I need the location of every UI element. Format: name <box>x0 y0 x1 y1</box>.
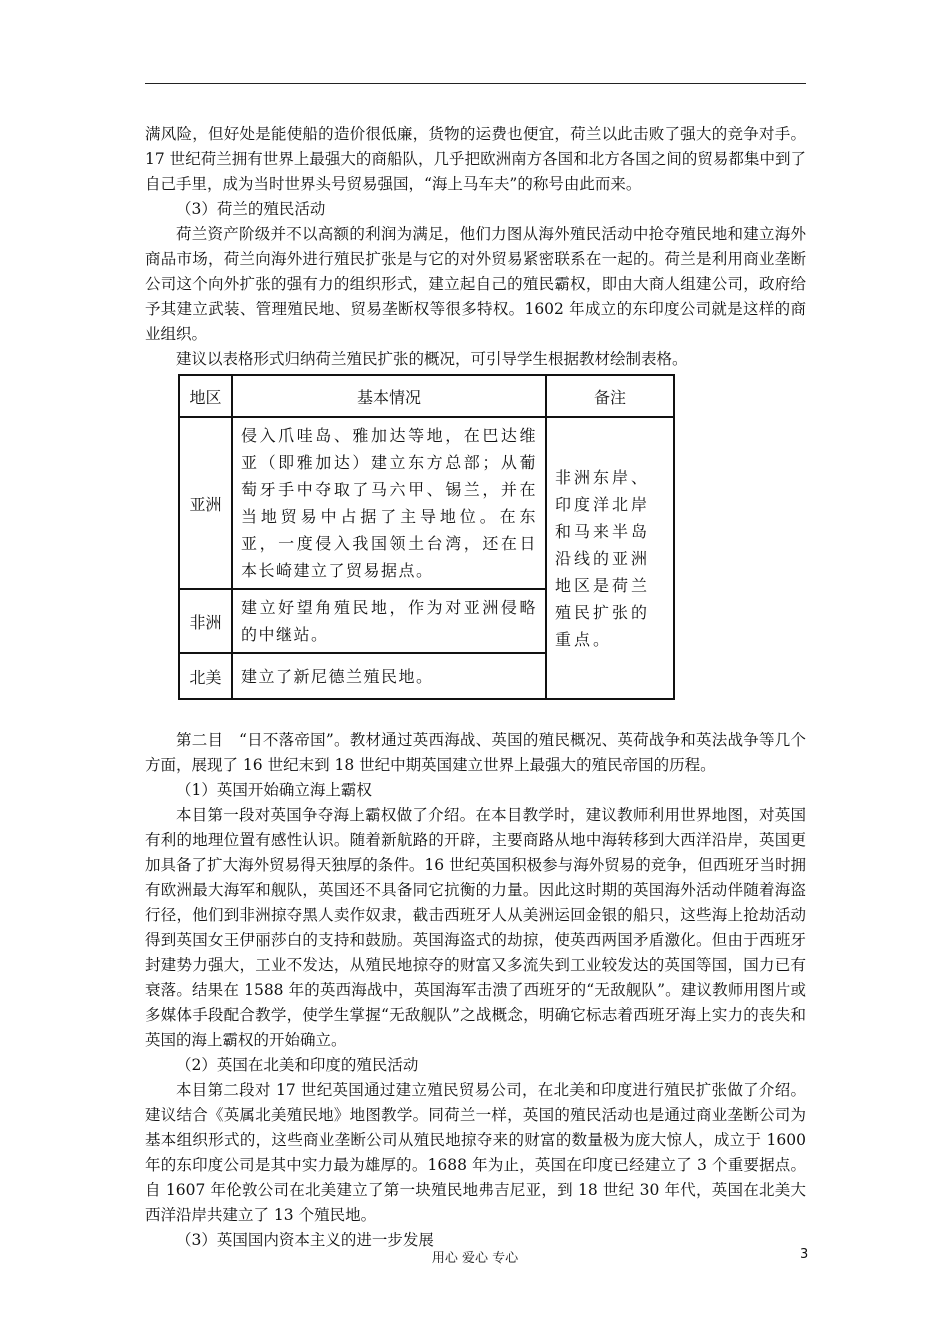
region-cell: 非洲 <box>179 589 232 653</box>
header-rule <box>145 83 806 84</box>
paragraph-section-two: 第二目 “日不落帝国”。教材通过英西海战、英国的殖民概况、英荷战争和英法战争等几个方面，展现了 16 世纪末到 18 世纪中期英国建立世界上最强大的殖民帝国的历程。 <box>145 731 806 774</box>
heading-north-america-india: （2）英国在北美和印度的殖民活动 <box>176 1056 419 1074</box>
paragraph-dutch-colonial: 荷兰资产阶级并不以高额的利润为满足，他们力图从海外殖民活动中抢夺殖民地和建立海外商品市场，荷兰向海外进行殖民扩张是与它的对外贸易紧密联系在一起的。荷兰是利用商业垄断公司这个向外扩张的强有力的组织形式，建立起自己的殖民霸权，即由大商人组建公司，政府给予其建立武装、管理殖民地、贸易垄断权等很多特权。1602 年成立的东印度公司就是这样的商业组织。 <box>145 225 806 343</box>
header-note: 备注 <box>546 375 674 417</box>
note-cell: 非洲东岸、印度洋北岸和马来半岛沿线的亚洲地区是荷兰殖民扩张的重点。 <box>546 417 674 699</box>
colonial-table-wrapper <box>178 374 806 700</box>
document-body <box>145 122 806 1253</box>
paragraph-dutch-trade: 满风险，但好处是能使船的造价很低廉，货物的运费也便宜，荷兰以此击败了强大的竞争对手。17 世纪荷兰拥有世界上最强大的商船队，几乎把欧洲南方各国和北方各国之间的贸易都集中到了自己手里，成为当时世界头号贸易强国，“海上马车夫”的称号由此而来。 <box>145 125 806 193</box>
heading-dutch-colonial: （3）荷兰的殖民活动 <box>176 200 326 218</box>
table-row <box>179 417 674 589</box>
paragraph-naval-hegemony: 本目第一段对英国争夺海上霸权做了介绍。在本目教学时，建议教师利用世界地图，对英国有利的地理位置有感性认识。随着新航路的开辟，主要商路从地中海转移到大西洋沿岸，英国更加具备了扩大海外贸易得天独厚的条件。16 世纪英国积极参与海外贸易的竞争，但西班牙当时拥有欧洲最大海军和舰队，英国还不具备同它抗衡的力量。因此这时期的英国海外活动伴随着海盗行径，他们到非洲掠夺黑人卖作奴隶，截击西班牙人从美洲运回金银的船只，这些海上抢劫活动得到英国女王伊丽莎白的支持和鼓励。英国海盗式的劫掠，使英西两国矛盾激化。但由于西班牙封建势力强大，工业不发达，从殖民地掠夺的财富又多流失到工业较发达的英国等国，国力已有衰落。结果在 1588 年的英西海战中，英国海军击溃了西班牙的“无敌舰队”。建议教师用图片或多媒体手段配合教学，使学生掌握“无敌舰队”之战概念，明确它标志着西班牙海上实力的丧失和英国的海上霸权的开始确立。 <box>145 806 806 1049</box>
info-cell: 建立好望角殖民地，作为对亚洲侵略的中继站。 <box>232 589 546 653</box>
table-header-row <box>179 375 674 417</box>
heading-domestic-capitalism: （3）英国国内资本主义的进一步发展 <box>176 1231 434 1249</box>
spacer <box>145 700 806 728</box>
header-region: 地区 <box>179 375 232 417</box>
info-cell: 建立了新尼德兰殖民地。 <box>232 653 546 699</box>
dutch-colonial-table <box>178 374 675 700</box>
footer-motto: 用心 爱心 专心 <box>431 1251 519 1266</box>
page-number: 3 <box>800 1247 809 1262</box>
paragraph-table-intro: 建议以表格形式归纳荷兰殖民扩张的概况，可引导学生根据教材绘制表格。 <box>176 350 688 368</box>
region-cell: 亚洲 <box>179 417 232 589</box>
heading-naval-hegemony: （1）英国开始确立海上霸权 <box>176 781 372 799</box>
header-info: 基本情况 <box>232 375 546 417</box>
region-cell: 北美 <box>179 653 232 699</box>
paragraph-north-america-india: 本目第二段对 17 世纪英国通过建立殖民贸易公司，在北美和印度进行殖民扩张做了介绍。建议结合《英属北美殖民地》地图教学。同荷兰一样，英国的殖民活动也是通过商业垄断公司为基本组织形式的，这些商业垄断公司从殖民地掠夺来的财富的数量极为庞大惊人，成立于 1600 年的东印度公司是其中实力最为雄厚的。1688 年为止，英国在印度已经建立了 3 个重要据点。自 1607 年伦敦公司在北美建立了第一块殖民地弗吉尼亚，到 18 世纪 30 年代，英国在北美大西洋沿岸共建立了 13 个殖民地。 <box>145 1081 806 1224</box>
info-cell: 侵入爪哇岛、雅加达等地，在巴达维亚（即雅加达）建立东方总部；从葡萄牙手中夺取了马六甲、锡兰，并在当地贸易中占据了主导地位。在东亚，一度侵入我国领土台湾，还在日本长崎建立了贸易据点。 <box>232 417 546 589</box>
